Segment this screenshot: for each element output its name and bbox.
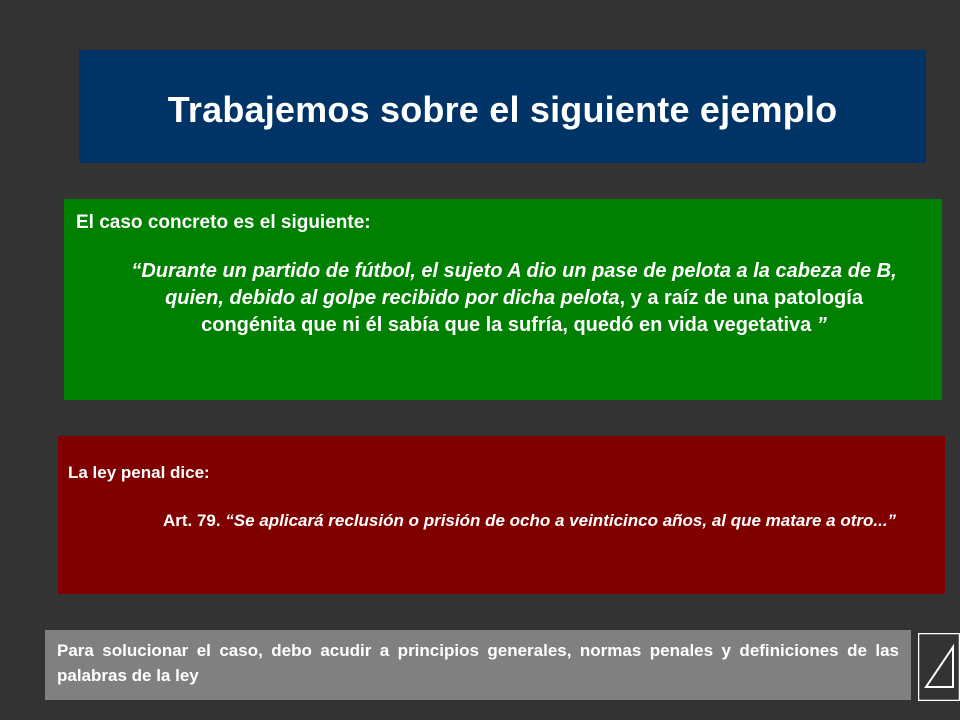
case-quote-text: Durante un partido de fútbol, el sujeto A dio un pase de pelota a la cabeza de B, quien, debido al golpe recibido por dicha pelota: [141, 260, 897, 309]
case-quote-close: ”: [816, 314, 827, 336]
law-panel: [58, 436, 945, 594]
note-text: Para solucionar el caso, debo acudir a principios generales, normas penales y definiciones de las palabras de la ley: [57, 641, 899, 685]
case-intro: El caso concreto es el siguiente:: [76, 212, 371, 233]
law-article-text: “Se aplicará reclusión o prisión de ocho a veinticinco años, al que matare a otro...”: [225, 511, 897, 530]
note-panel: [45, 630, 911, 700]
law-quote: [68, 508, 935, 533]
case-quote: [76, 258, 930, 339]
title-banner: [79, 50, 926, 163]
case-quote-rest: , y a raíz de una patología congénita que ni él sabía que la sufría, quedó en vida vegetativa: [201, 287, 863, 336]
slide-title: Trabajemos sobre el siguiente ejemplo: [167, 88, 838, 130]
case-panel: [64, 199, 942, 400]
triangle-back-icon: [918, 633, 960, 701]
law-intro: La ley penal dice:: [68, 463, 210, 482]
back-button[interactable]: [918, 633, 960, 701]
case-quote-open: “: [131, 260, 142, 282]
law-article: Art. 79.: [162, 511, 226, 530]
